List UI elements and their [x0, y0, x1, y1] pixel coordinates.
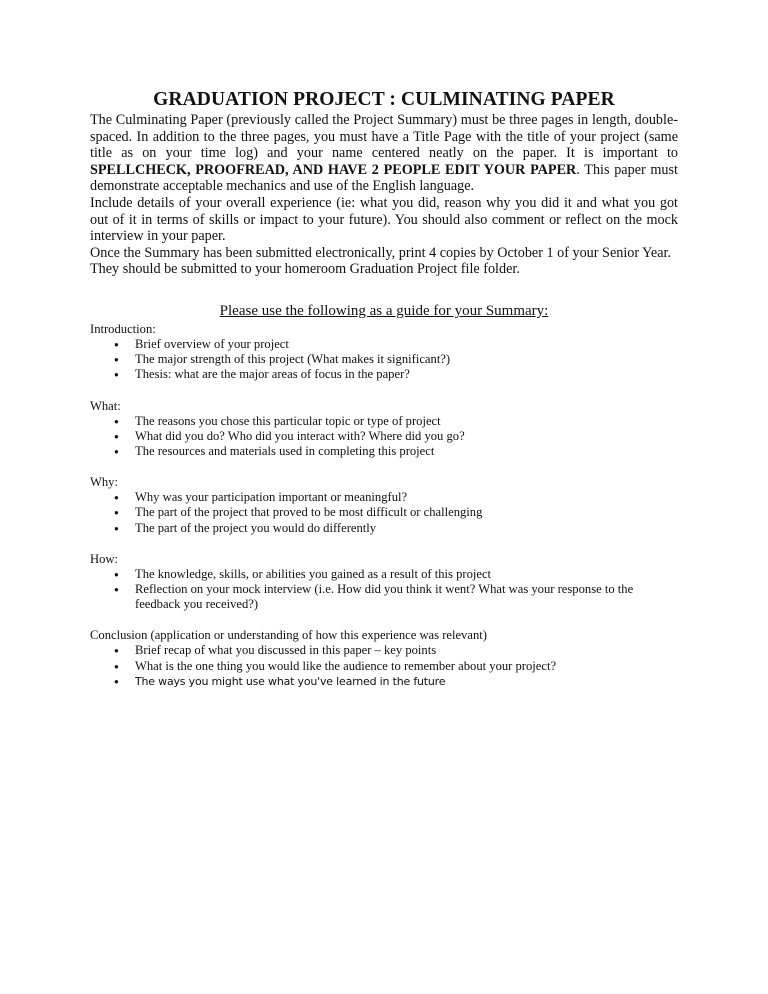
- list-item: [90, 505, 678, 520]
- list-item: [90, 490, 678, 505]
- list-item: [90, 444, 678, 459]
- section-how: [90, 552, 678, 613]
- list-item-text: What did you do? Who did you interact with? Where did you go?: [135, 428, 465, 443]
- section-label: Conclusion (application or understanding of how this experience was relevant): [90, 628, 487, 643]
- bullet-list: [90, 643, 678, 689]
- list-item-text: Why was your participation important or meaningful?: [135, 490, 408, 505]
- list-item-text: The part of the project that proved to be most difficult or challenging: [135, 505, 483, 520]
- list-item: [90, 352, 678, 367]
- guide-sections: [90, 322, 678, 689]
- bullet-list: [90, 337, 678, 383]
- paragraph-requirements: [90, 112, 678, 195]
- bullet-icon: ●: [114, 508, 119, 518]
- list-item: [90, 582, 678, 612]
- intro-paragraphs: [90, 112, 678, 278]
- list-item: [90, 643, 678, 658]
- list-item: [90, 674, 678, 689]
- bullet-icon: ●: [114, 416, 119, 426]
- document-page: [90, 88, 678, 689]
- page-title: GRADUATION PROJECT : CULMINATING PAPER: [153, 89, 615, 110]
- list-item-text: The ways you might use what you've learned in the future: [135, 674, 446, 688]
- list-item-text: The reasons you chose this particular topic or type of project: [135, 413, 441, 428]
- list-item-text: Brief recap of what you discussed in this paper – key points: [135, 643, 437, 658]
- list-item-text: The major strength of this project (What makes it significant?): [135, 352, 451, 367]
- list-item: [90, 567, 678, 582]
- bullet-icon: ●: [114, 646, 119, 656]
- bullet-icon: ●: [114, 431, 119, 441]
- bullet-icon: ●: [114, 370, 119, 380]
- list-item-text: What is the one thing you would like the audience to remember about your project?: [135, 658, 557, 673]
- bullet-list: [90, 567, 678, 613]
- guide-heading: Please use the following as a guide for your Summary:: [219, 302, 549, 319]
- list-item-text: The resources and materials used in completing this project: [135, 443, 435, 458]
- bullet-list: [90, 414, 678, 460]
- section-label: Why:: [90, 475, 118, 490]
- bullet-icon: ●: [114, 355, 119, 365]
- section-introduction: [90, 322, 678, 383]
- section-why: [90, 475, 678, 536]
- list-item: [90, 414, 678, 429]
- bullet-icon: ●: [114, 584, 119, 594]
- bullet-icon: ●: [114, 676, 119, 686]
- bullet-icon: ●: [114, 569, 119, 579]
- list-item-text: Brief overview of your project: [135, 336, 289, 351]
- list-item: [90, 429, 678, 444]
- list-item: [90, 337, 678, 352]
- bullet-icon: ●: [114, 523, 119, 533]
- list-item-text: The knowledge, skills, or abilities you gained as a result of this project: [135, 566, 492, 581]
- section-label: What:: [90, 398, 121, 413]
- list-item: [90, 659, 678, 674]
- list-item-text: Thesis: what are the major areas of focus in the paper?: [135, 367, 410, 382]
- section-label: Introduction:: [90, 321, 156, 336]
- paragraph-requirements-text-a: The Culminating Paper (previously called the Project Summary) must be three pages in length, double-spaced. In addition to the three pages, you must have a Title Page with the title of your project (same title as on your time log) and your name centered neatly on the paper. It is important to: [90, 112, 678, 162]
- bullet-icon: ●: [114, 493, 119, 503]
- list-item: [90, 521, 678, 536]
- list-item: [90, 367, 678, 382]
- bullet-icon: ●: [114, 339, 119, 349]
- section-conclusion: [90, 628, 678, 689]
- section-what: [90, 399, 678, 460]
- paragraph-requirements-emphasis: SPELLCHECK, PROOFREAD, AND HAVE 2 PEOPLE EDIT YOUR PAPER: [90, 161, 577, 178]
- bullet-icon: ●: [114, 446, 119, 456]
- list-item-text: Reflection on your mock interview (i.e. How did you think it went? What was your response to the feedback you received?): [135, 581, 634, 612]
- paragraph-details: Include details of your overall experience (ie: what you did, reason why you did it and what you got out of it in terms of skills or impact to your future). You should also comment or reflect on the mock interview in your paper.: [90, 194, 678, 245]
- paragraph-submission: Once the Summary has been submitted electronically, print 4 copies by October 1 of your Senior Year. They should be submitted to your homeroom Graduation Project file folder.: [90, 244, 672, 278]
- section-label: How:: [90, 551, 118, 566]
- bullet-icon: ●: [114, 661, 119, 671]
- paragraph-requirements-text-b: . This paper must demonstrate acceptable mechanics and use of the English language.: [90, 161, 678, 195]
- bullet-list: [90, 490, 678, 536]
- list-item-text: The part of the project you would do differently: [135, 520, 377, 535]
